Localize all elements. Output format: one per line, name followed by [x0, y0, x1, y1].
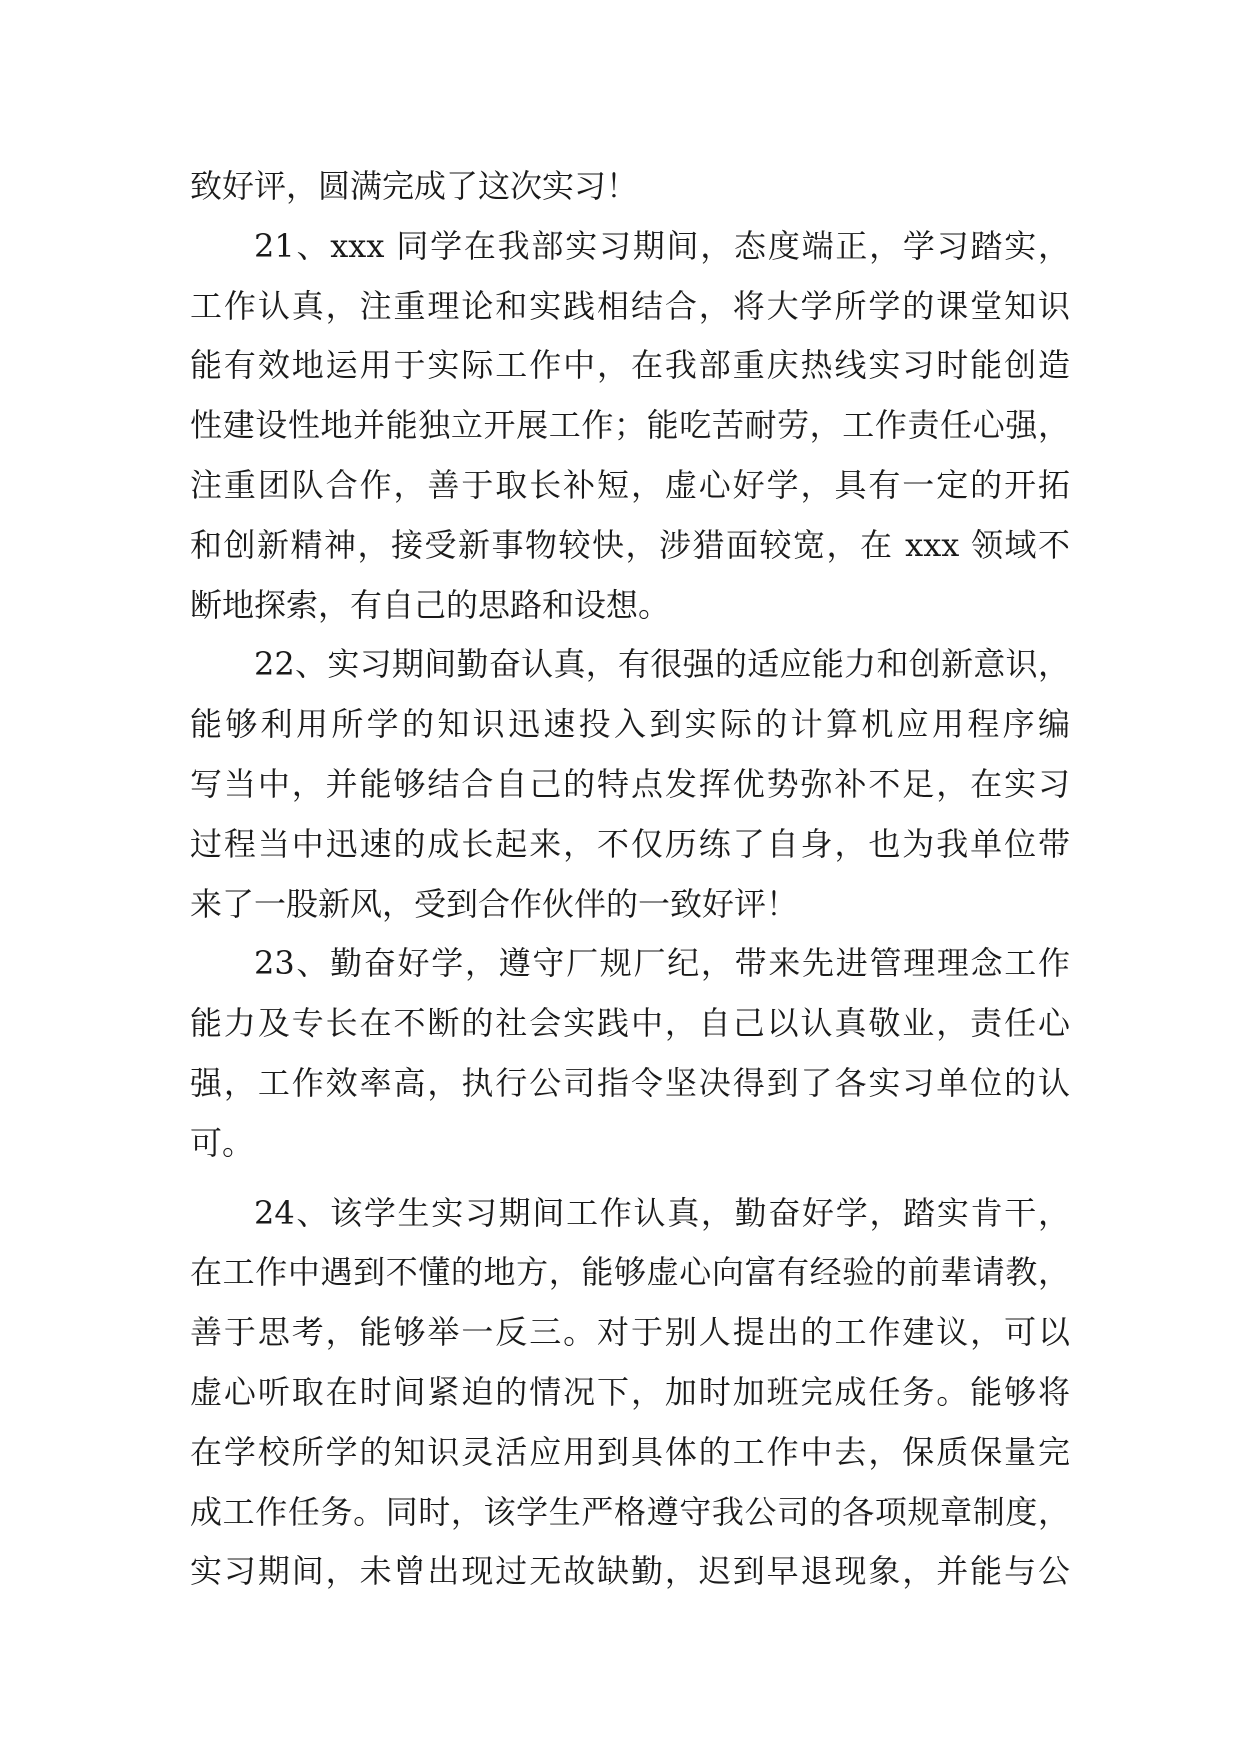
text-line: 能够利用所学的知识迅速投入到实际的计算机应用程序编 — [190, 705, 1070, 744]
text-line: 在工作中遇到不懂的地方，能够虚心向富有经验的前辈请教， — [190, 1253, 1070, 1292]
text-line: 和创新精神，接受新事物较快，涉猎面较宽，在 xxx 领域不 — [190, 525, 1070, 564]
text-line: 注重团队合作，善于取长补短，虚心好学，具有一定的开拓 — [190, 465, 1070, 504]
paragraph-gap — [190, 1174, 1070, 1184]
paragraph-23-start: 23、勤奋好学，遵守厂规厂纪，带来先进管理理念工作 — [254, 944, 1070, 983]
text-line: 性建设性地并能独立开展工作；能吃苦耐劳，工作责任心强， — [190, 406, 1070, 445]
document-body — [190, 157, 1070, 1602]
text-line: 写当中，并能够结合自己的特点发挥优势弥补不足，在实习 — [190, 764, 1070, 803]
text-line: 致好评，圆满完成了这次实习！ — [190, 167, 639, 205]
text-line: 强，工作效率高，执行公司指令坚决得到了各实习单位的认 — [190, 1063, 1070, 1102]
paragraph-21-start: 21、xxx 同学在我部实习期间，态度端正，学习踏实， — [254, 226, 1070, 265]
text-line: 在学校所学的知识灵活应用到具体的工作中去，保质保量完 — [190, 1432, 1070, 1471]
text-line: 成工作任务。同时，该学生严格遵守我公司的各项规章制度， — [190, 1492, 1070, 1531]
text-line: 能力及专长在不断的社会实践中，自己以认真敬业，责任心 — [190, 1004, 1070, 1043]
text-line: 实习期间，未曾出现过无故缺勤，迟到早退现象，并能与公 — [190, 1552, 1070, 1591]
text-line: 虚心听取在时间紧迫的情况下，加时加班完成任务。能够将 — [190, 1372, 1070, 1411]
text-line: 来了一股新风，受到合作伙伴的一致好评！ — [190, 884, 799, 923]
text-line: 断地探索，有自己的思路和设想。 — [190, 585, 671, 624]
text-line: 工作认真，注重理论和实践相结合，将大学所学的课堂知识 — [190, 286, 1070, 325]
text-line: 过程当中迅速的成长起来，不仅历练了自身，也为我单位带 — [190, 824, 1070, 863]
paragraph-24-start: 24、该学生实习期间工作认真，勤奋好学，踏实肯干， — [254, 1193, 1070, 1232]
text-line: 善于思考，能够举一反三。对于别人提出的工作建议，可以 — [190, 1313, 1070, 1352]
text-line: 可。 — [190, 1123, 255, 1162]
text-line: 能有效地运用于实际工作中，在我部重庆热线实习时能创造 — [190, 346, 1070, 385]
paragraph-22-start: 22、实习期间勤奋认真，有很强的适应能力和创新意识， — [254, 645, 1070, 684]
